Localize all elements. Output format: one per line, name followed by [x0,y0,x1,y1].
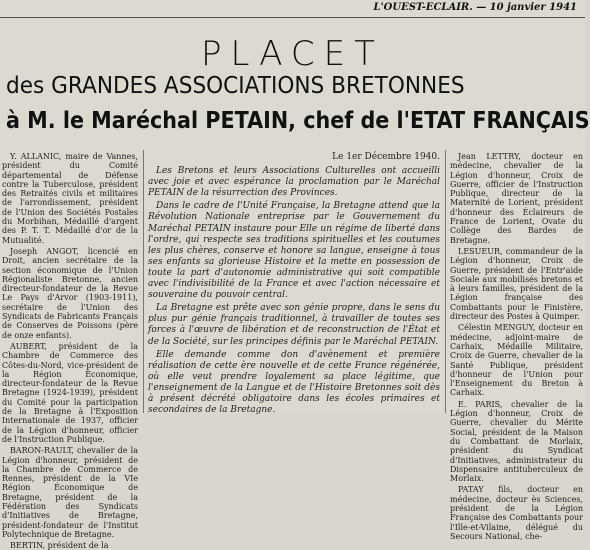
center-paragraph: La Bretagne est prête avec son génie propre, dans le sens du plus pur génie français traditionnel, à travailler de toutes ses forces à l'œuvre de libération et de reconstruction de l'État et de la Société, sur les principes définis par le Maréchal PETAIN. [148,303,440,347]
letter-date: Le 1er Décembre 1940. [332,152,440,162]
right-paragraph: Jean LETTRY, docteur en médecine, chevalier de la Légion d'honneur, Croix de Guerre, officier de l'Instruction Publique, directeur de la Maternité de Lorient, président d'honneur des Éclaireurs de France de Lorient, Ovate du Collège des Bardes de Bretagne. [450,152,583,245]
left-paragraph: AUBERT, président de la Chambre de Commerce des Côtes-du-Nord, vice-président de la Région Économique, directeur-fondateur de la Revue Bretagne (1924-1939), président du Comité pour la participation de la Bretagne à l'Exposition Internationale de 1937, officier de la Légion d'honneur, officier de l'Instruction Publique. [2,341,138,444]
right-paragraph: E. PARIS, chevalier de la Légion d'honneur, Croix de Guerre, chevalier du Mérite Social, président de la Maison du Combattant de Morlaix, président du Syndicat d'Initiatives, administrateur du Dispensaire antituberculeux de Morlaix. [450,399,583,484]
headline-recipient: à M. le Maréchal PETAIN, chef de l'ETAT FRANÇAIS [6,108,590,134]
column-divider [445,150,446,413]
masthead-date: 10 janvier 1941 [489,2,577,13]
center-paragraph: Dans le cadre de l'Unité Française, la Bretagne attend que la Révolution Nationale entreprise par le Gouvernement du Maréchal PETAIN instaure pour Elle un régime de liberté dans l'ordre, qui respecte ses traditions spirituelles et les coutumes les plus chères, conserve et honore sa langue, enseigne à tous ses enfants sa glorieuse Histoire et la mette en possession de toute la part d'autonomie administrative qui soit compatible avec l'indivisibilité de la France et avec l'action nécessaire et souveraine du pouvoir central. [148,201,440,301]
center-paragraph: Elle demande comme don d'avènement et première réalisation de cette ère nouvelle et de cette France régénérée, où elle veut prendre loyalement sa place légitime, que l'enseignement de la Langue et de l'Histoire Bretonnes soit dès à présent décrété obligatoire dans les écoles primaires et secondaires de la Bretagne. [148,349,440,416]
right-paragraph: Célestin MENGUY, docteur en médecine, adjoint-maire de Carhaix, Médaille Militaire, Croix de Guerre, chevalier de la Santé Publique, président d'honneur de l'Union pour l'Enseignement du Breton à Carhaix. [450,323,583,398]
left-paragraph: BARON-RAULT, chevalier de la Légion d'honneur, président de la Chambre de Commerce de Rennes, président de la VIe Région Économique de Bretagne, président de la Fédération des Syndicats d'Initiatives de Bretagne, président-fondateur de l'Institut Polytechnique de Bretagne. [2,446,138,539]
left-column [2,152,138,550]
left-paragraph: Y. ALLANIC, maire de Vannes, président du Comité départemental de Défense contre la Tuberculose, président des Retraités civils et militaires de l'arrondissement, président de l'Union des Sociétés Postales du Morbihan, Médaillé d'argent des P. T. T. Médaillé d'or de la Mutualité. [2,152,138,245]
left-paragraph: Joseph ANGOT, licencié en Droit, ancien secrétaire de la section économique de l'Union Régionaliste Bretonne, ancien directeur-fondateur de la Revue Le Pays d'Arvor (1903-1911), secrétaire de l'Union des Syndicats de Fabricants Français de Conserves de Poissons (père de onze enfants). [2,246,138,340]
right-paragraph: LESUEUR, commandeur de la Légion d'honneur, Croix de Guerre, président de l'Entr'aide Sociale aux mobilisés bretons et à leurs familles, président de la Légion française des Combattants pour le Finistère, directeur des Postes à Quimper. [450,246,583,322]
center-paragraph: Les Bretons et leurs Associations Culturelles ont accueilli avec joie et avec espérance la proclamation par le Maréchal PETAIN de la résurrection des Provinces. [148,166,440,199]
left-paragraph: BERTIN, président de la [10,541,109,550]
top-rule [0,17,585,18]
column-divider [143,150,144,413]
center-column [148,152,440,416]
right-column [450,152,583,541]
masthead-paper: L'OUEST-ECLAIR. [373,2,473,13]
headline-title: PLACET [201,34,384,74]
headline-subtitle: des GRANDES ASSOCIATIONS BRETONNES [6,73,465,99]
masthead: L'OUEST-ECLAIR. — 10 janvier 1941 [373,2,577,13]
right-paragraph: PATAY fils, docteur en médecine, docteur ès Sciences, président de la Légion Française des Combattants pour l'Ille-et-Vilaine, délégué du Secours National, che- [450,485,583,541]
